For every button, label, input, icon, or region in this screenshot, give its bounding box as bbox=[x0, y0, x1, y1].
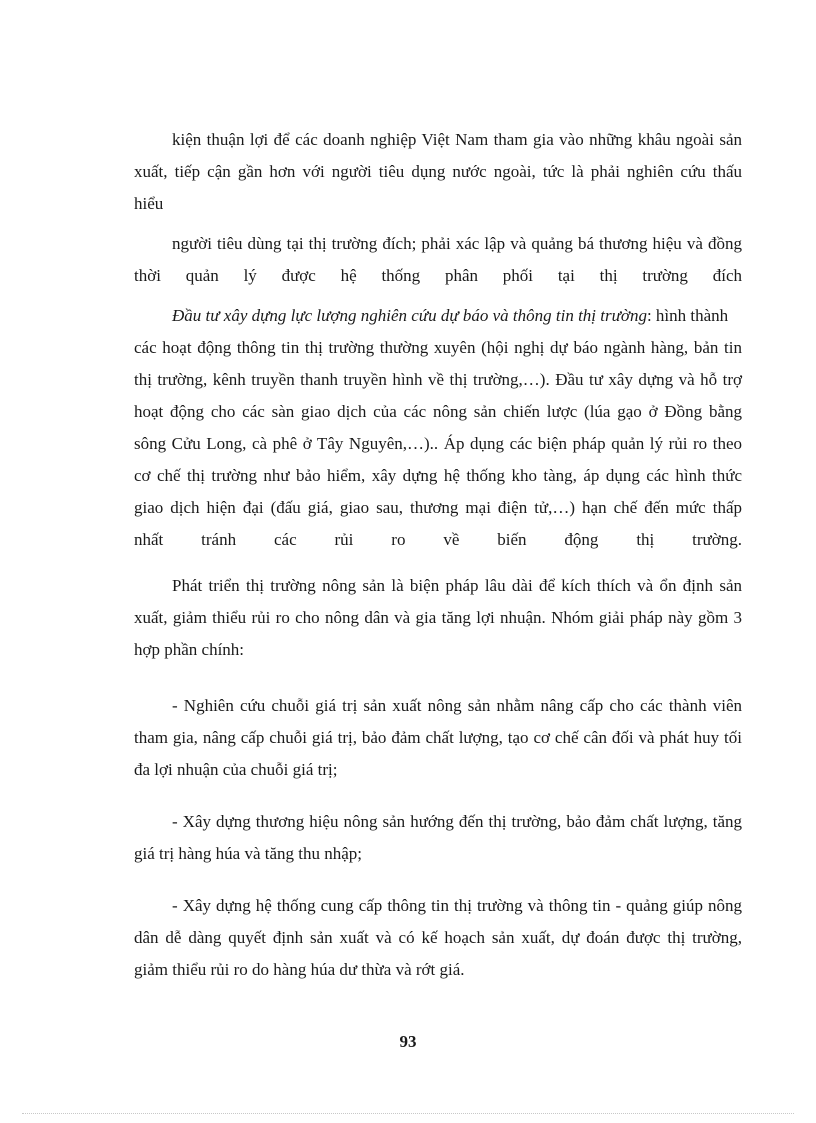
text-line: người tiêu dùng tại thị trường đích; phải xác lập và quảng bá thương hiệu và đồng bbox=[172, 234, 742, 253]
text-line: xuất, giảm thiểu rủi ro cho nông dân và gia tăng lợi nhuận. Nhóm giải pháp này gồm 3 bbox=[134, 608, 742, 627]
text-run: : hình thành bbox=[646, 306, 729, 325]
text-line: - Xây dựng thương hiệu nông sản hướng đến thị trường, bảo đảm chất lượng, tăng bbox=[172, 812, 742, 831]
text-line: cơ chế thị trường như bảo hiểm, xây dựng hệ thống kho tàng, áp dụng các hình thức bbox=[134, 466, 742, 485]
paragraph-5 bbox=[134, 690, 742, 786]
page-bottom-divider bbox=[22, 1113, 794, 1114]
paragraph-1 bbox=[134, 124, 742, 220]
text-line: sông Cửu Long, cà phê ở Tây Nguyên,…).. Áp dụng các biện pháp quản lý rủi ro theo bbox=[134, 434, 742, 453]
text-line: dân dễ dàng quyết định sản xuất và có kế hoạch sản xuất, dự đoán được thị trường, bbox=[134, 928, 742, 947]
paragraph-3 bbox=[134, 300, 742, 556]
text-line: hợp phần chính: bbox=[134, 640, 245, 659]
paragraph-2 bbox=[134, 228, 742, 292]
text-line: hiểu bbox=[134, 194, 164, 213]
text-line: - Xây dựng hệ thống cung cấp thông tin thị trường và thông tin - quảng giúp nông bbox=[172, 896, 742, 915]
text-line: hoạt động cho các sàn giao dịch của các nông sản chiến lược (lúa gạo ở Đồng bằng bbox=[134, 402, 742, 421]
text-line: - Nghiên cứu chuỗi giá trị sản xuất nông sản nhằm nâng cấp cho các thành viên bbox=[172, 696, 742, 715]
text-line: giảm thiểu rủi ro do hàng húa dư thừa và rớt giá. bbox=[134, 960, 465, 979]
paragraph-6 bbox=[134, 806, 742, 870]
paragraph-7 bbox=[134, 890, 742, 986]
text-line: xuất, tiếp cận gần hơn với người tiêu dụng nước ngoài, tức là phải nghiên cứu thấu bbox=[134, 162, 742, 181]
text-line: đa lợi nhuận của chuỗi giá trị; bbox=[134, 760, 338, 779]
paragraph-4 bbox=[134, 570, 742, 666]
text-line: tham gia, nâng cấp chuỗi giá trị, bảo đảm chất lượng, tạo cơ chế cân đối và phát huy tối bbox=[134, 728, 742, 747]
page-number: 93 bbox=[399, 1032, 417, 1051]
text-line: giao dịch hiện đại (đấu giá, giao sau, thương mại điện tử,…) hạn chế đến mức thấp bbox=[134, 498, 742, 517]
text-line: thời quản lý được hệ thống phân phối tại thị trường đích bbox=[134, 266, 742, 285]
text-line: thị trường, kênh truyền thanh truyền hình về thị trường,…). Đầu tư xây dựng và hỗ trợ bbox=[134, 370, 742, 389]
text-line: Phát triển thị trường nông sản là biện pháp lâu dài để kích thích và ổn định sản bbox=[172, 576, 742, 595]
text-line bbox=[134, 300, 742, 332]
text-line: nhất tránh các rủi ro về biến động thị trường. bbox=[134, 530, 742, 549]
text-line: kiện thuận lợi để các doanh nghiệp Việt Nam tham gia vào những khâu ngoài sản bbox=[172, 130, 742, 149]
italic-heading: Đầu tư xây dựng lực lượng nghiên cứu dự báo và thông tin thị trường bbox=[172, 306, 647, 325]
text-line: các hoạt động thông tin thị trường thường xuyên (hội nghị dự báo ngành hàng, bản tin bbox=[134, 338, 742, 357]
text-line: giá trị hàng húa và tăng thu nhập; bbox=[134, 844, 363, 863]
